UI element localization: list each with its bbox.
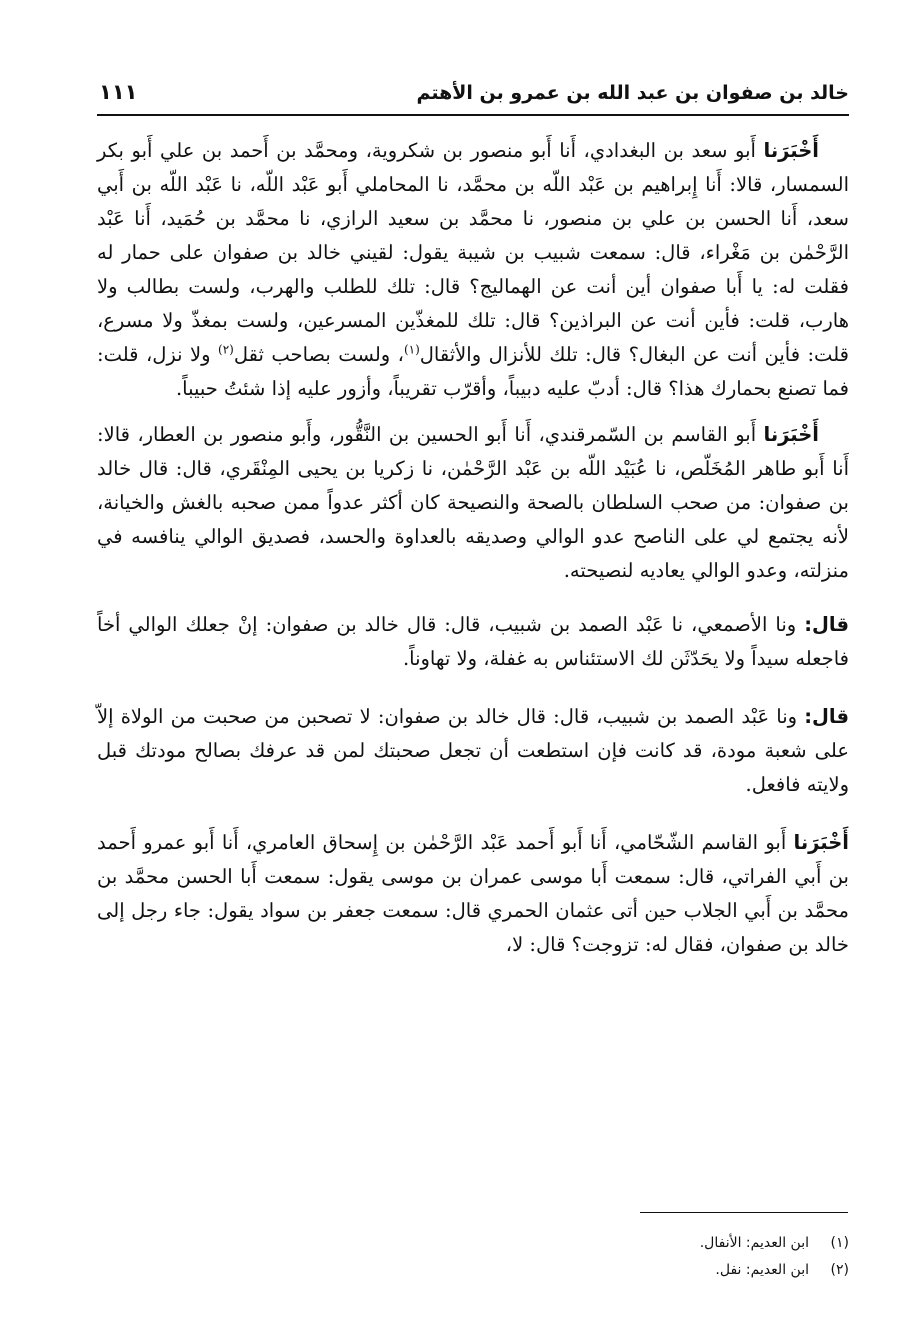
paragraph-text-2: ، ولست بصاحب ثقل — [233, 343, 404, 366]
footnote-text: ابن العديم: نفل. — [715, 1262, 809, 1278]
body-text — [97, 134, 849, 962]
footnote-number: (٢) — [830, 1262, 849, 1278]
page-header — [97, 76, 849, 116]
running-title: خالد بن صفوان بن عبد الله بن عمرو بن الأهتم — [416, 82, 849, 104]
paragraph-text: ونا عَبْد الصمد بن شبيب، قال: قال خالد بن صفوان: لا تصحبن من صحبت من الولاة إلاّ على شعبة مودة، قد كانت فإن استطعت أن تجعل صحبتك لمن قد عرفك بصالح مودتك قبل ولايته فافعل. — [97, 705, 849, 796]
footnote-1 — [97, 1230, 849, 1257]
footnote-number: (١) — [830, 1235, 849, 1251]
footnote-divider — [640, 1212, 848, 1213]
paragraph-text-3: ولا نزل، قلت: فما تصنع بحمارك هذا؟ قال: أدبّ عليه دبيباً، وأقرّب تقريباً، وأزور عليه إذا شئتُ حبيباً. — [97, 343, 849, 400]
paragraph-lead: قال: — [804, 613, 849, 636]
footnotes — [97, 1230, 849, 1284]
footnote-ref-1[interactable]: (١) — [403, 342, 420, 357]
paragraph-2 — [97, 418, 849, 588]
paragraph-text: أَبو سعد بن البغدادي، أَنا أَبو منصور بن شكروية، ومحمَّد بن أَحمد بن علي أَبو بكر السمسار، قالا: أَنا إِبراهيم بن عَبْد اللّه بن محمَّد، نا المحاملي أَبو عَبْد اللّه، نا عَبْد اللّه بن أَبي سعد، أَنا الحسن بن علي بن منصور، نا محمَّد بن سعيد الرازي، نا محمَّد بن حُمَيد، أَنا عَبْد الرَّحْمٰن بن مَغْراء، قال: سمعت شبيب بن شيبة يقول: لقيني خالد بن صفوان على حمار له فقلت له: يا أَبا صفوان أين أنت عن الهماليج؟ قال: تلك للطلب والهرب، ولست بطالب ولا هارب، قلت: فأين أنت عن البراذين؟ قال: تلك للمغذّين المسرعين، ولست بمغذّ ولا مسرع، قلت: فأين أنت عن البغال؟ قال: تلك للأنزال والأثقال — [97, 139, 849, 366]
paragraph-1 — [97, 134, 849, 406]
paragraph-5 — [97, 826, 849, 962]
paragraph-lead: أَخْبَرَنا — [793, 831, 849, 854]
paragraph-text: ونا الأصمعي، نا عَبْد الصمد بن شبيب، قال: قال خالد بن صفوان: إنْ جعلك الوالي أخاً فاجعله سيداً ولا يحَدّثَن لك الاستئناس به غفلة، ولا تهاوناً. — [97, 613, 849, 670]
footnote-2 — [97, 1257, 849, 1284]
paragraph-4 — [97, 700, 849, 802]
paragraph-3 — [97, 608, 849, 676]
paragraph-text: أَبو القاسم بن السّمرقندي، أَنا أَبو الحسين بن النَّقُّور، وأَبو منصور بن العطار، قالا: أَنا أَبو طاهر المُخَلّص، نا عُبَيْد اللّه بن عَبْد الرَّحْمٰن، نا زكريا بن يحيى المِنْقَري، قال: قال خالد بن صفوان: من صحب السلطان بالصحة والنصيحة كان أكثر عدواً ممن صحبه بالغش والخيانة، لأنه يجتمع لي على الناصح عدو الوالي وصديقه بالعداوة والحسد، فصديق الوالي ينافسه في منزلته، وعدو الوالي يعاديه لنصيحته. — [97, 423, 849, 582]
paragraph-text: أَبو القاسم الشّحّامي، أَنا أَبو أَحمد عَبْد الرَّحْمٰن بن إِسحاق العامري، أَنا أَبو عمرو أَحمد بن أَبي الفراتي، قال: سمعت أَبا موسى عمران بن موسى يقول: سمعت أَبا الحسن محمَّد بن محمَّد بن أَبي الجلاب حين أتى عثمان الحمري قال: سمعت جعفر بن سواد يقول: جاء رجل إلى خالد بن صفوان، فقال له: تزوجت؟ قال: لا، — [97, 831, 849, 956]
footnote-ref-2[interactable]: (٢) — [218, 342, 234, 357]
paragraph-lead: أَخْبَرَنا — [763, 423, 819, 446]
page-number: ١١١ — [99, 80, 138, 104]
footnote-text: ابن العديم: الأنفال. — [699, 1235, 809, 1251]
paragraph-lead: قال: — [804, 705, 850, 728]
paragraph-lead: أَخْبَرَنا — [763, 139, 819, 162]
